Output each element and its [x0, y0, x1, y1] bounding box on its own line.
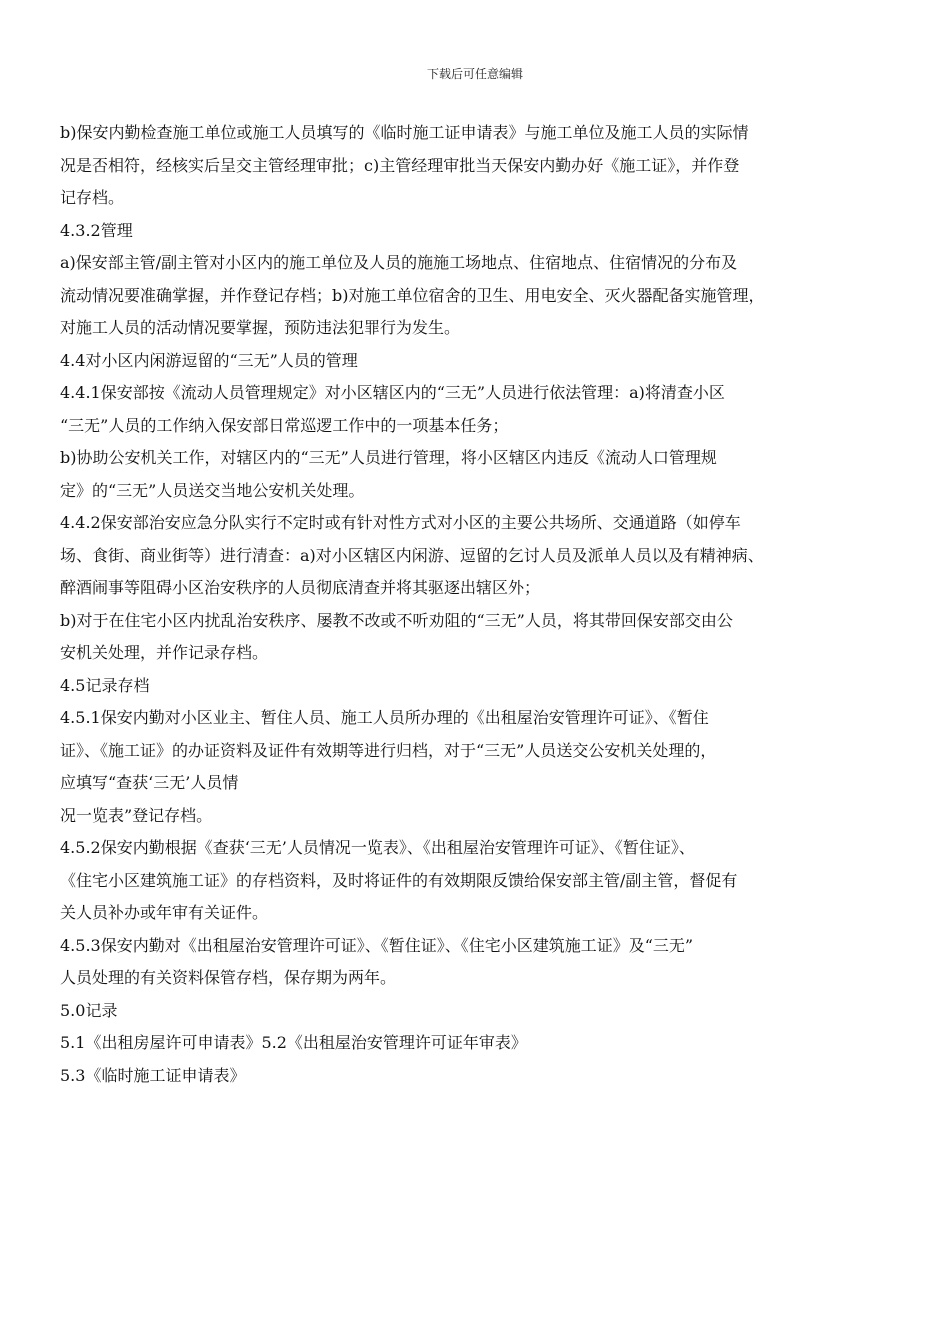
- text-line: 5.0记录: [60, 1000, 118, 1020]
- text-line: 证》、《施工证》的办证资料及证件有效期等进行归档，对于“三无”人员送交公安机关处理的，: [60, 740, 717, 760]
- page-header: 下载后可任意编辑: [426, 67, 523, 81]
- text-line: 4.5.3保安内勤对《出租屋治安管理许可证》、《暂住证》、《住宅小区建筑施工证》及“三无”: [60, 935, 694, 955]
- text-line: 5.1《出租房屋许可申请表》5.2《出租屋治安管理许可证年审表》: [60, 1033, 527, 1052]
- text-line: 4.5.1保安内勤对小区业主、暂住人员、施工人员所办理的《出租屋治安管理许可证》、《暂住: [60, 708, 709, 727]
- text-line: “三无”人员的工作纳入保安部日常巡逻工作中的一项基本任务；: [60, 415, 509, 435]
- text-line: 定》的“三无”人员送交当地公安机关处理。: [60, 480, 365, 500]
- text-line: b)协助公安机关工作，对辖区内的“三无”人员进行管理，将小区辖区内违反《流动人口管理规: [60, 448, 717, 467]
- text-line: 4.4.1保安部按《流动人员管理规定》对小区辖区内的“三无”人员进行依法管理：a)将清查小区: [60, 383, 725, 402]
- text-line: 记存档。: [60, 188, 125, 207]
- text-line: a)保安部主管/副主管对小区内的施工单位及人员的施施工场地点、住宿地点、住宿情况的分布及: [60, 253, 738, 272]
- document-body: [60, 117, 900, 1092]
- text-line: 对施工人员的活动情况要掌握，预防违法犯罪行为发生。: [60, 318, 461, 337]
- text-line: 4.5.2保安内勤根据《查获‘三无’人员情况一览表》、《出租屋治安管理许可证》、《暂住证》、: [60, 838, 695, 857]
- text-line: 安机关处理，并作记录存档。: [60, 643, 269, 662]
- text-line: 应填写“查获‘三无’人员情: [60, 773, 239, 792]
- text-line: 4.4.2保安部治安应急分队实行不定时或有针对性方式对小区的主要公共场所、交通道路（如停车: [60, 513, 741, 532]
- text-line: 况是否相符，经核实后呈交主管经理审批；c)主管经理审批当天保安内勤办好《施工证》，并作登: [60, 155, 740, 175]
- text-line: 人员处理的有关资料保管存档，保存期为两年。: [60, 968, 397, 987]
- text-line: 流动情况要准确掌握，并作登记存档；b)对施工单位宿舍的卫生、用电安全、灭火器配备实施管理，: [60, 285, 765, 305]
- text-line: 4.5记录存档: [60, 675, 150, 695]
- text-line: 场、食街、商业街等）进行清查：a)对小区辖区内闲游、逗留的乞讨人员及派单人员以及有精神病、: [60, 545, 764, 565]
- text-line: 《住宅小区建筑施工证》的存档资料，及时将证件的有效期限反馈给保安部主管/副主管，督促有: [60, 870, 738, 890]
- text-line: b)保安内勤检查施工单位或施工人员填写的《临时施工证申请表》与施工单位及施工人员的实际情: [60, 123, 749, 142]
- text-line: 4.3.2管理: [60, 220, 133, 240]
- text-line: 4.4对小区内闲游逗留的“三无”人员的管理: [60, 350, 358, 370]
- text-line: 关人员补办或年审有关证件。: [60, 903, 269, 922]
- text-line: b)对于在住宅小区内扰乱治安秩序、屡教不改或不听劝阻的“三无”人员，将其带回保安部交由公: [60, 610, 733, 630]
- text-line: 况一览表”登记存档。: [60, 805, 213, 825]
- text-line: 醉酒闹事等阻碍小区治安秩序的人员彻底清查并将其驱逐出辖区外；: [60, 578, 541, 597]
- text-line: 5.3《临时施工证申请表》: [60, 1065, 246, 1085]
